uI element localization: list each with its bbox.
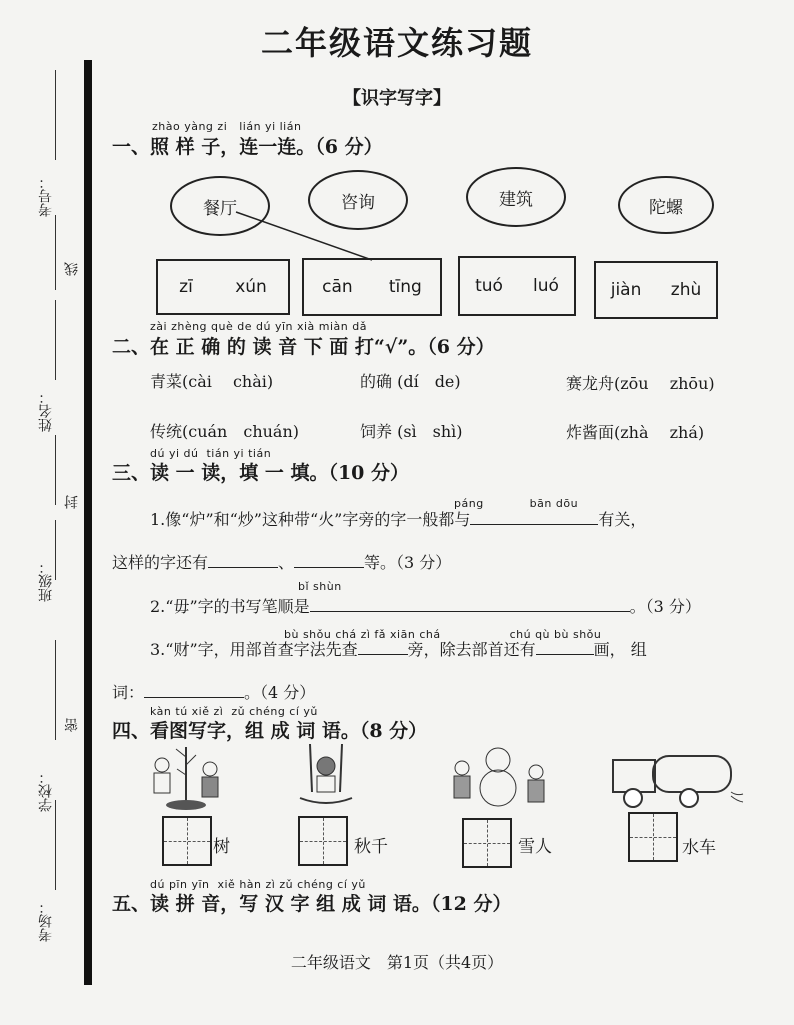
q3-l3a: 2.“毋”字的书写笔顺是: [150, 597, 310, 616]
q4-pinyin: kàn tú xiě zì zǔ chéng cí yǔ: [150, 705, 318, 718]
q3-l3-pinyin: bǐ shùn: [298, 580, 342, 593]
q3-l2a: 这样的字还有: [112, 553, 209, 572]
write-grid-shui[interactable]: [628, 812, 678, 862]
xingming-label: 姓名：: [38, 390, 54, 432]
blank-field[interactable]: [208, 551, 278, 568]
write-grid-shu[interactable]: [162, 816, 212, 866]
kaochang-label: 考场：: [38, 900, 54, 942]
q3-line1: [150, 507, 646, 530]
pinyin-box-canting[interactable]: [302, 258, 442, 316]
xuexiao-label: 学校：: [38, 770, 54, 812]
q2-item[interactable]: 饲养 (sì shì): [360, 422, 463, 441]
pinyin-syllable: jiàn: [610, 280, 642, 300]
q3-l2c: 等。（3 分）: [364, 553, 452, 572]
pinyin-syllable: xún: [235, 277, 267, 297]
swing-image: [290, 742, 360, 812]
mi-label: 密: [64, 718, 80, 732]
pinyin-syllable: cān: [322, 277, 353, 297]
word-text: 餐厅: [203, 198, 237, 219]
q3-line2: [112, 550, 451, 573]
water-truck-image: [605, 752, 745, 814]
pinyin-syllable: zhù: [670, 280, 702, 300]
pinyin-syllable: luó: [533, 276, 559, 296]
q3-line5: [112, 680, 315, 703]
q2-pinyin: zài zhèng què de dú yīn xià miàn dǎ: [150, 320, 367, 333]
q2-item[interactable]: 传统(cuán chuán): [150, 422, 300, 441]
page-title: 二年级语文练习题: [260, 24, 533, 62]
write-grid-xue[interactable]: [462, 818, 512, 868]
q3-pinyin: dú yi dú tián yi tián: [150, 447, 272, 460]
tree-planting-image: [140, 745, 230, 813]
xian-label: 线: [64, 262, 80, 276]
q3-l3b: 。（3 分）: [629, 597, 701, 616]
blank-field[interactable]: [294, 551, 364, 568]
q3-l4b: 旁，除去部首还有: [407, 640, 536, 659]
q2-item[interactable]: 青菜(cài chài): [150, 372, 274, 391]
q3-l2b: 、: [278, 553, 295, 572]
q4-word: 雪人: [518, 837, 552, 857]
q3-l5b: 。（4 分）: [244, 683, 316, 702]
pinyin-syllable: zī: [179, 277, 193, 297]
q4-word: 秋千: [354, 837, 388, 857]
q3-l1a: 1.像“炉”和“炒”这种带“火”字旁的字一般都与: [150, 510, 471, 529]
pinyin-syllable: tīng: [388, 277, 422, 297]
write-grid-qiu[interactable]: [298, 816, 348, 866]
blank-field[interactable]: [358, 638, 408, 655]
q3-l1b: 有关，: [598, 510, 647, 529]
q2-item[interactable]: 的确 (dí de): [360, 372, 461, 391]
section-header: 【识字写字】: [343, 88, 451, 109]
blank-field[interactable]: [144, 681, 244, 698]
word-text: 建筑: [499, 189, 533, 210]
pinyin-box-zixun[interactable]: [156, 259, 290, 315]
banji-label: 班级：: [38, 560, 54, 602]
word-text: 咨询: [341, 192, 375, 213]
blank-field[interactable]: [536, 638, 594, 655]
q3-heading: 三、读 一 读，填 一 填。（10 分）: [112, 462, 410, 484]
q2-heading: 二、在 正 确 的 读 音 下 面 打“√”。（6 分）: [112, 336, 495, 358]
word-text: 陀螺: [649, 197, 683, 218]
q1-heading: 一、照 样 子，连一连。（6 分）: [112, 136, 383, 158]
pinyin-box-jianzhu[interactable]: [594, 261, 718, 319]
q4-word: 树: [213, 837, 230, 857]
pinyin-syllable: tuó: [475, 276, 503, 296]
q5-heading: 五、读 拼 音，写 汉 字 组 成 词 语。（12 分）: [112, 893, 512, 915]
blank-field[interactable]: [470, 508, 598, 525]
q3-l4a: 3.“财”字，用部首查字法先查: [150, 640, 358, 659]
q4-heading: 四、看图写字，组 成 词 语。（8 分）: [112, 720, 428, 742]
pinyin-box-tuoluo[interactable]: [458, 256, 576, 316]
q2-item[interactable]: 炸酱面(zhà zhá): [566, 423, 705, 442]
q4-word: 水车: [682, 838, 716, 858]
feng-label: 封: [64, 495, 80, 509]
q3-l4c: 画， 组: [593, 640, 647, 659]
q5-pinyin: dú pīn yīn xiě hàn zì zǔ chéng cí yǔ: [150, 878, 366, 891]
snowman-image: [440, 738, 555, 813]
page-footer: 二年级语文 第1页（共4页）: [290, 953, 504, 972]
q1-pinyin: zhào yàng zi lián yi lián: [152, 120, 302, 133]
kaohao-label: 考号：: [38, 175, 54, 217]
blank-field[interactable]: [310, 595, 630, 612]
q3-line3: [150, 594, 701, 617]
q3-l1-pinyin: páng bān dōu: [454, 497, 579, 510]
q2-item[interactable]: 赛龙舟(zōu zhōu): [566, 374, 715, 393]
q3-line4: [150, 637, 647, 660]
q3-l5a: 词：: [112, 683, 145, 702]
q3-l4-pinyin: bù shǒu chá zì fǎ xiān chá chú qù bù shǒu: [284, 628, 602, 641]
